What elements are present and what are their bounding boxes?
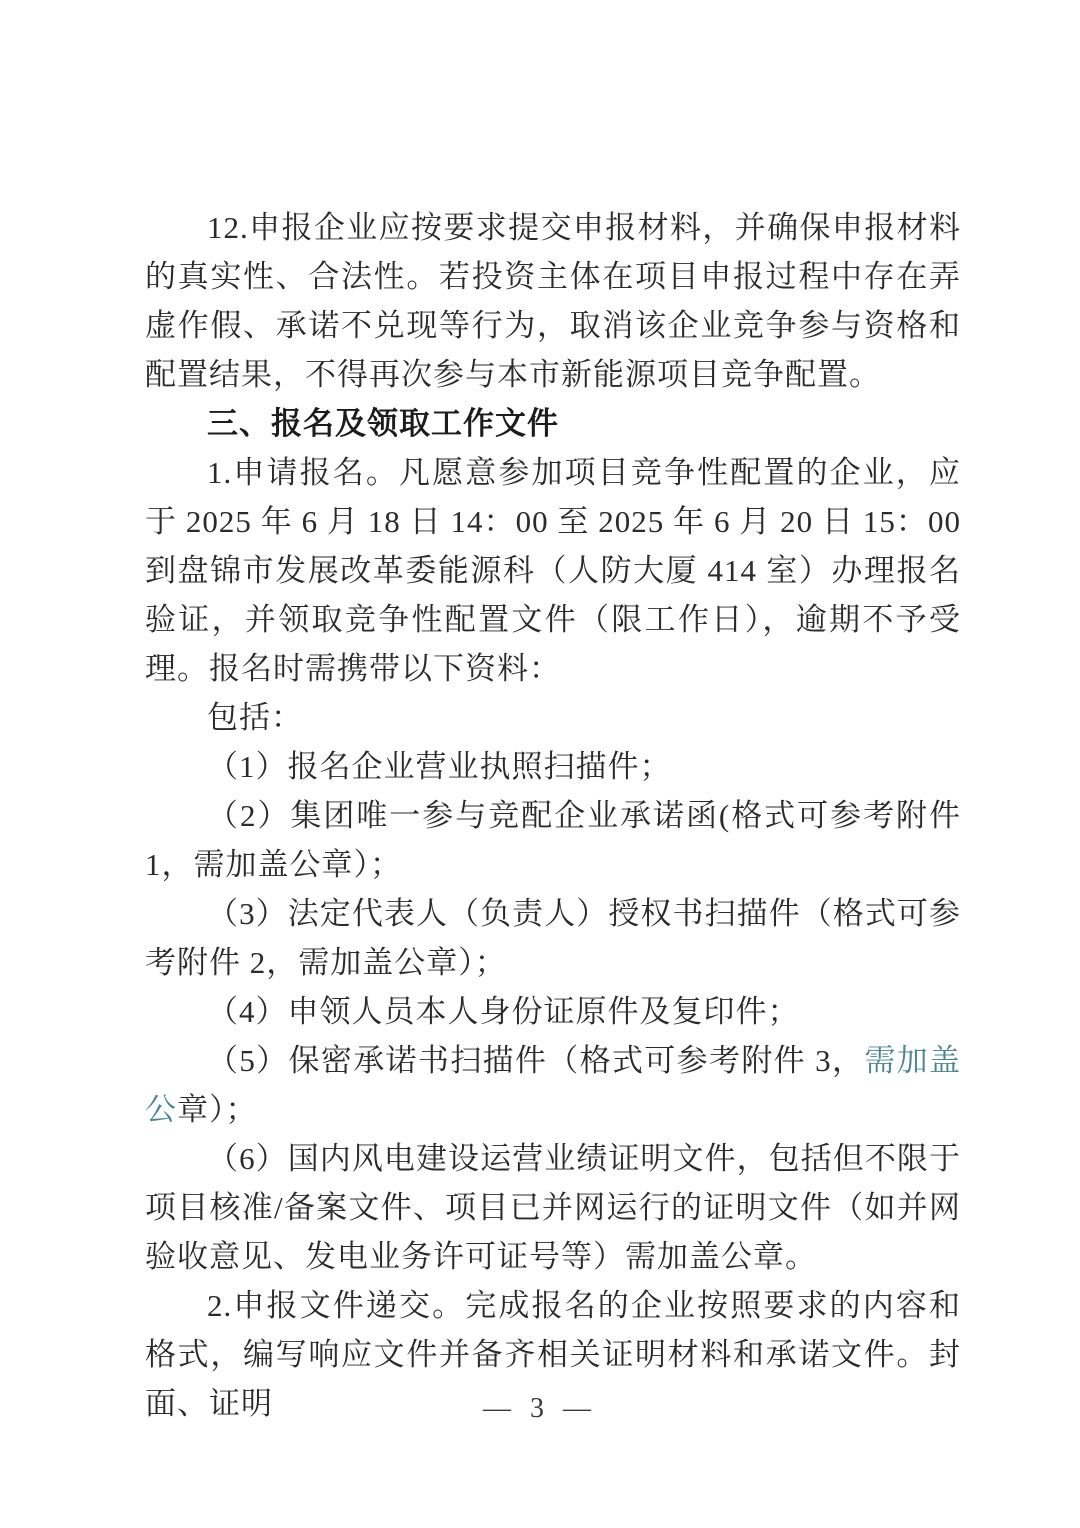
section-3-heading: 三、报名及领取工作文件 [207,406,559,441]
list-item-3: （3）法定代表人（负责人）授权书扫描件（格式可参考附件 2，需加盖公章）； [145,896,961,980]
paragraph-2-submit: 2.申报文件递交。完成报名的企业按照要求的内容和格式，编写响应文件并备齐相关证明材料和承诺文件。封面、证明 [145,1288,961,1421]
list-item-5-highlight: 需加盖公 [145,1043,961,1127]
list-item-5-tail: 章）； [177,1092,258,1127]
paragraph-12: 12.申报企业应按要求提交申报材料，并确保申报材料的真实性、合法性。若投资主体在项目申报过程中存在弄虚作假、承诺不兑现等行为，取消该企业竞争参与资格和配置结果，不得再次参与本市新能源项目竞争配置。 [145,210,961,392]
document-body [145,203,961,1428]
page-number: — 3 — [483,1393,597,1424]
list-item-4: （4）申领人员本人身份证原件及复印件； [207,994,800,1029]
list-item-5-text: （5）保密承诺书扫描件（格式可参考附件 3， [207,1043,865,1078]
list-item-1: （1）报名企业营业执照扫描件； [207,749,672,784]
paragraph-include: 包括： [207,700,303,735]
list-item-5 [145,1036,961,1134]
list-item-6: （6）国内风电建设运营业绩证明文件，包括但不限于项目核准/备案文件、项目已并网运行的证明文件（如并网验收意见、发电业务许可证号等）需加盖公章。 [145,1141,961,1274]
paragraph-1-apply: 1.申请报名。凡愿意参加项目竞争性配置的企业，应于 2025 年 6 月 18 日 14：00 至 2025 年 6 月 20 日 15：00 到盘锦市发展改革委能源科（人防大厦 414 室）办理报名验证，并领取竞争性配置文件（限工作日），逾期不予受理。报名时需携带以下资料： [145,455,961,686]
list-item-2: （2）集团唯一参与竞配企业承诺函(格式可参考附件 1，需加盖公章）； [145,798,961,882]
